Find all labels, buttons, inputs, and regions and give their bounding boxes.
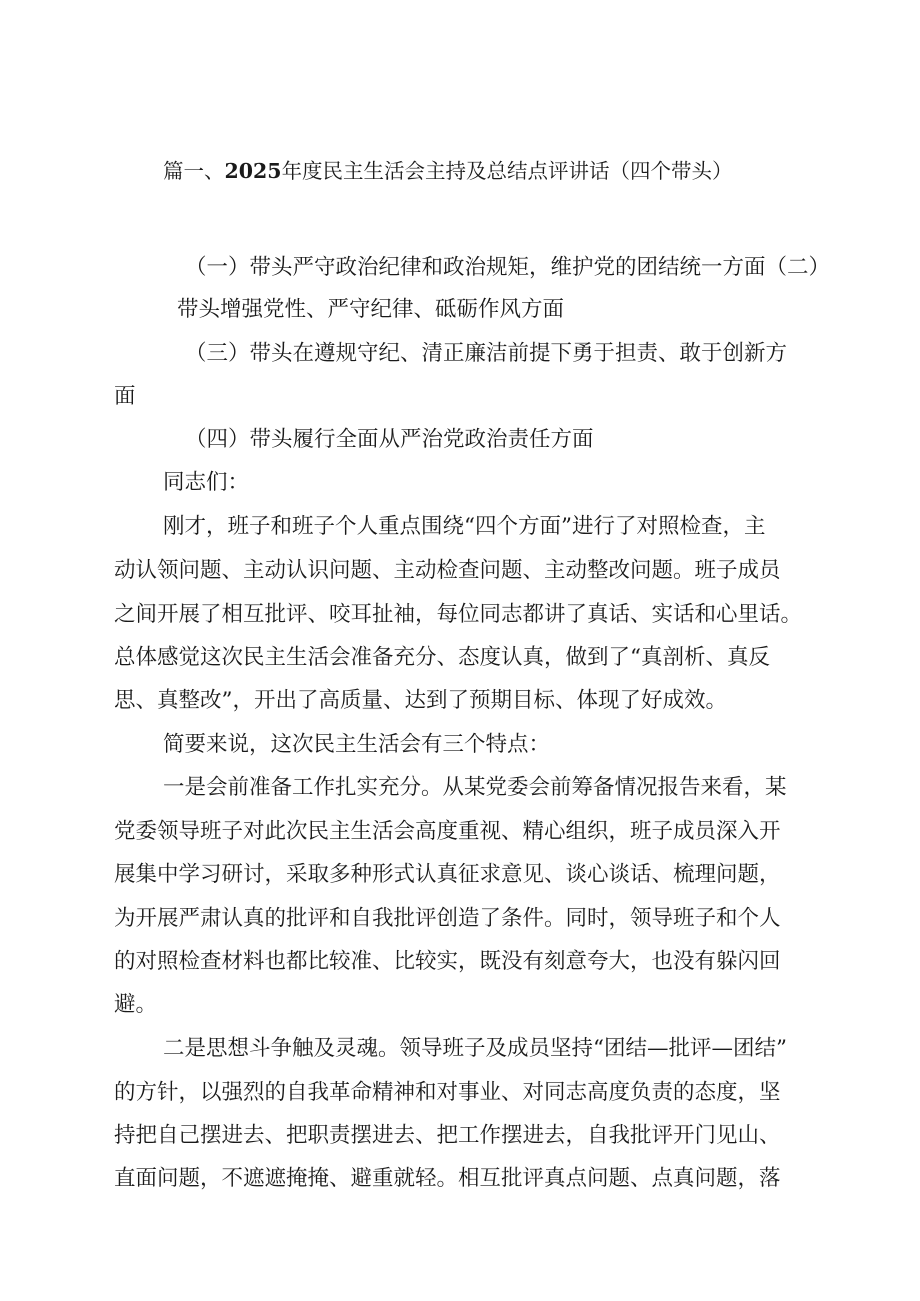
- body-line: 党委领导班子对此次民主生活会高度重视、精心组织，班子成员深入开: [114, 819, 781, 844]
- body-line: 动认领问题、主动认识问题、主动检查问题、主动整改问题。班子成员: [114, 558, 781, 583]
- outline-line: 面: [114, 384, 136, 409]
- body-line: 刚才，班子和班子个人重点围绕“四个方面”进行了对照检查，主: [163, 514, 766, 539]
- body-line: 思、真整改”，开出了高质量、达到了预期目标、体现了好成效。: [114, 688, 727, 713]
- outline-line: （一）带头严守政治纪律和政治规矩，维护党的团结统一方面（二）: [185, 255, 831, 280]
- body-line: 二是思想斗争触及灵魂。领导班子及成员坚持“团结—批评—团结”: [163, 1036, 787, 1061]
- body-line: 展集中学习研讨，采取多种形式认真征求意见、谈心谈话、梳理问题，: [114, 862, 781, 887]
- title-year: 2025: [224, 159, 282, 183]
- body-line: 的对照检查材料也都比较准、比较实，既没有刻意夸大，也没有躲闪回: [114, 949, 781, 974]
- outline-line: （三）带头在遵规守纪、清正廉洁前提下勇于担责、敢于创新方: [185, 341, 788, 366]
- body-line: 一是会前准备工作扎实充分。从某党委会前筹备情况报告来看，某: [163, 775, 787, 800]
- body-line: 为开展严肃认真的批评和自我批评创造了条件。同时，领导班子和个人: [114, 906, 781, 931]
- body-line: 持把自己摆进去、把职责摆进去、把工作摆进去，自我批评开门见山、: [114, 1123, 781, 1148]
- salutation: 同志们：: [163, 470, 250, 495]
- body-line: 简要来说，这次民主生活会有三个特点：: [163, 732, 551, 757]
- outline-line: （四）带头履行全面从严治党政治责任方面: [185, 427, 594, 452]
- body-line: 总体感觉这次民主生活会准备充分、态度认真，做到了“真剖析、真反: [114, 645, 770, 670]
- body-line: 直面问题，不遮遮掩掩、避重就轻。相互批评真点问题、点真问题，落: [114, 1166, 781, 1191]
- outline-line: 带头增强党性、严守纪律、砥砺作风方面: [177, 297, 565, 322]
- body-line: 之间开展了相互批评、咬耳扯袖，每位同志都讲了真话、实话和心里话。: [114, 602, 803, 627]
- document-title: 篇一、2025年度民主生活会主持及总结点评讲话（四个带头）: [163, 159, 733, 183]
- body-line: 避。: [114, 992, 158, 1017]
- body-line: 的方针，以强烈的自我革命精神和对事业、对同志高度负责的态度，坚: [114, 1080, 781, 1105]
